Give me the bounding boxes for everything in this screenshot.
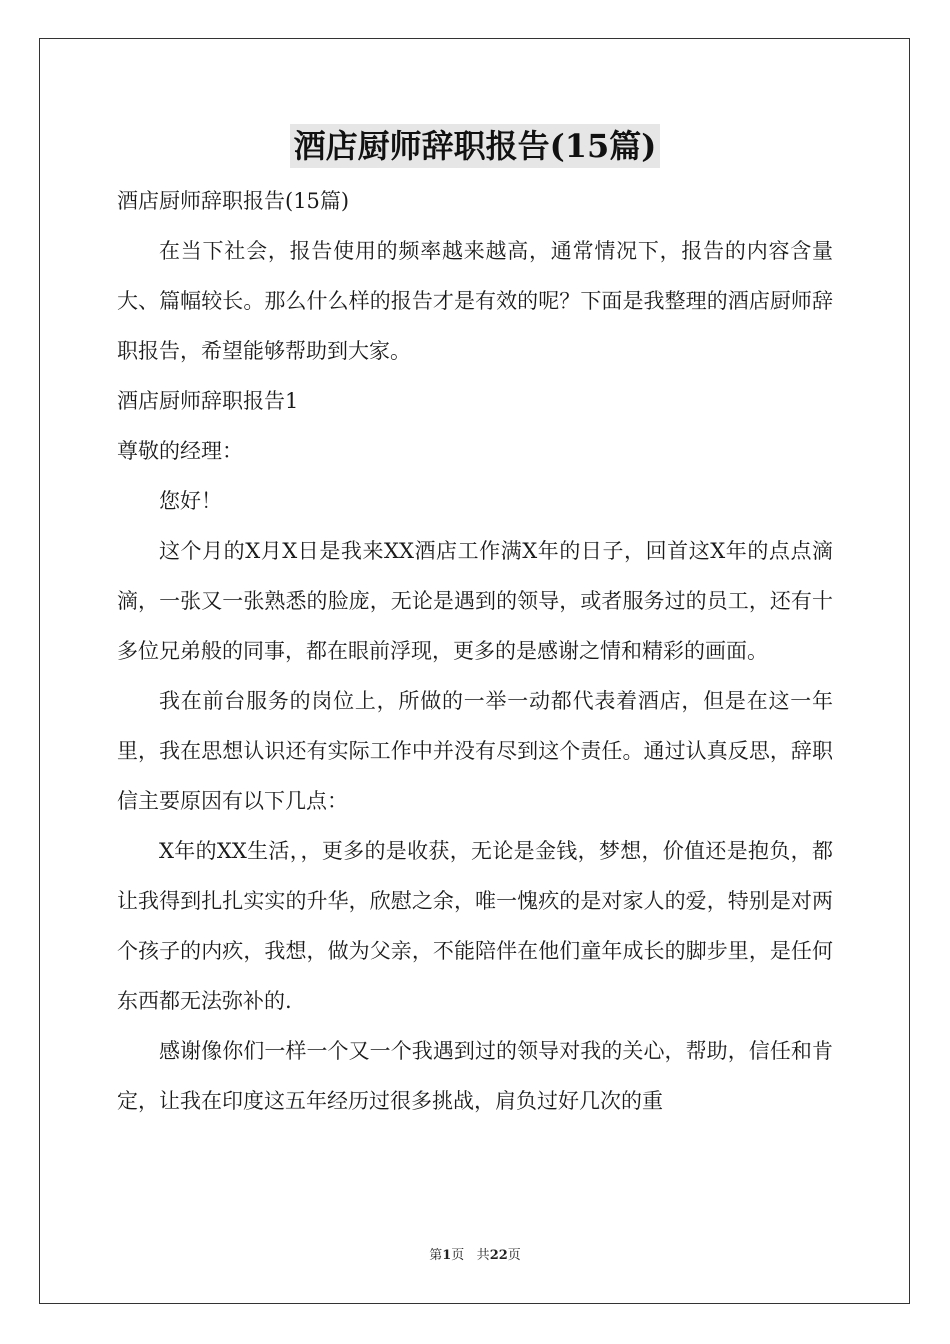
document-body [117, 176, 833, 1126]
page-total: 22 [489, 1248, 508, 1263]
page-suffix: 页 [451, 1248, 465, 1263]
paragraph: 感谢像你们一样一个又一个我遇到过的领导对我的关心，帮助，信任和肯定，让我在印度这五年经历过很多挑战，肩负过好几次的重 [117, 1039, 833, 1113]
page-current: 1 [442, 1248, 452, 1263]
paragraph: 我在前台服务的岗位上，所做的一举一动都代表着酒店，但是在这一年里，我在思想认识还有实际工作中并没有尽到这个责任。通过认真反思，辞职信主要原因有以下几点： [117, 689, 833, 813]
total-suffix: 页 [507, 1248, 521, 1263]
paragraph: 这个月的X月X日是我来XX酒店工作满X年的日子，回首这X年的点点滴滴，一张又一张熟悉的脸庞，无论是遇到的领导，或者服务过的员工，还有十多位兄弟般的同事，都在眼前浮现，更多的是感谢之情和精彩的画面。 [117, 539, 833, 663]
document-title: 酒店厨师辞职报告(15篇) [290, 124, 661, 168]
paragraph: 尊敬的经理： [117, 439, 243, 463]
paragraph: 酒店厨师辞职报告(15篇) [117, 189, 350, 213]
page-footer [0, 1247, 950, 1265]
paragraph: 酒店厨师辞职报告1 [117, 389, 299, 413]
paragraph: 在当下社会，报告使用的频率越来越高，通常情况下，报告的内容含量大、篇幅较长。那么什么样的报告才是有效的呢？下面是我整理的酒店厨师辞职报告，希望能够帮助到大家。 [117, 239, 833, 363]
paragraph: X年的XX生活，，更多的是收获，无论是金钱，梦想，价值还是抱负，都让我得到扎扎实实的升华，欣慰之余，唯一愧疚的是对家人的爱，特别是对两个孩子的内疚，我想，做为父亲，不能陪伴在他们童年成长的脚步里，是任何东西都无法弥补的. [117, 839, 833, 1013]
title-area [0, 124, 950, 168]
total-prefix: 共 [476, 1248, 490, 1263]
page-prefix: 第 [429, 1248, 443, 1263]
paragraph: 您好！ [159, 489, 222, 513]
